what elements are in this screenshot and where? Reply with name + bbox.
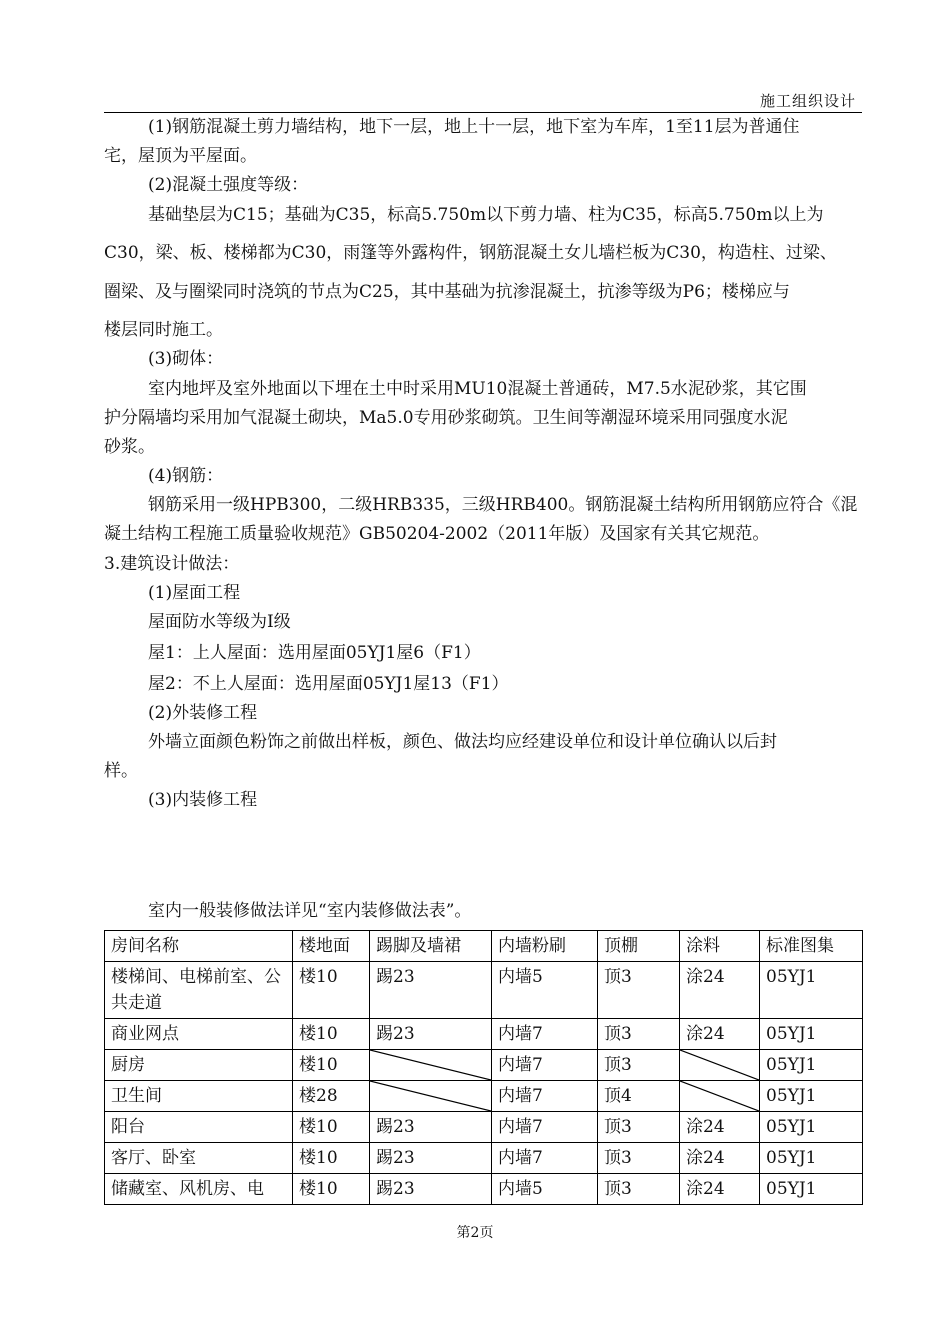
table-cell: 涂24 — [680, 1143, 760, 1174]
table-cell: 05YJ1 — [760, 1081, 863, 1112]
paragraph: (1)屋面工程 — [148, 583, 241, 603]
page-number: 第2页 — [456, 1225, 494, 1241]
diagonal-slash — [680, 1050, 759, 1080]
empty-diagonal-cell — [370, 1081, 492, 1112]
table-cell: 顶3 — [598, 1019, 680, 1050]
table-cell: 踢23 — [370, 1143, 492, 1174]
paragraph: 楼层同时施工。 — [104, 320, 223, 340]
table-cell: 顶3 — [598, 1174, 680, 1205]
table-cell: 楼梯间、电梯前室、公共走道 — [105, 962, 293, 1019]
paragraph: 宅，屋顶为平屋面。 — [104, 146, 257, 166]
table-cell: 顶3 — [598, 1143, 680, 1174]
diagonal-slash — [370, 1081, 491, 1111]
header-cell: 踢脚及墙裙 — [370, 931, 492, 962]
table-cell: 踢23 — [370, 1112, 492, 1143]
empty-diagonal-cell — [680, 1050, 760, 1081]
section-heading: 3.建筑设计做法： — [104, 554, 240, 574]
table-row — [105, 1081, 863, 1112]
table-cell: 涂24 — [680, 1174, 760, 1205]
table-row — [105, 1174, 863, 1205]
header-cell: 楼地面 — [293, 931, 370, 962]
paragraph: 室内地坪及室外地面以下埋在土中时采用MU10混凝土普通砖，M7.5水泥砂浆，其它围 — [148, 379, 807, 399]
table-cell: 楼10 — [293, 1174, 370, 1205]
paragraph: (2)混凝土强度等级： — [148, 175, 309, 195]
paragraph: 室内一般装修做法详见“室内装修做法表”。 — [148, 901, 472, 921]
table-cell: 涂24 — [680, 1112, 760, 1143]
paragraph: 屋2：不上人屋面：选用屋面05YJ1屋13（F1） — [148, 674, 509, 694]
table-cell: 踢23 — [370, 1019, 492, 1050]
table-cell: 顶3 — [598, 962, 680, 1019]
running-header: 施工组织设计 — [759, 92, 856, 110]
table-cell: 楼10 — [293, 1143, 370, 1174]
paragraph: 样。 — [104, 761, 138, 781]
table-cell: 05YJ1 — [760, 1174, 863, 1205]
header-cell: 内墙粉刷 — [492, 931, 598, 962]
table-cell: 05YJ1 — [760, 1050, 863, 1081]
table-cell: 踢23 — [370, 1174, 492, 1205]
paragraph: (3)砌体： — [148, 349, 224, 369]
table-cell: 楼10 — [293, 1112, 370, 1143]
table-cell: 内墙7 — [492, 1112, 598, 1143]
table-header-row — [105, 931, 863, 962]
paragraph: C30，梁、板、楼梯都为C30，雨篷等外露构件，钢筋混凝土女儿墙栏板为C30，构造柱、过梁、 — [104, 243, 837, 263]
table-cell: 客厅、卧室 — [105, 1143, 293, 1174]
paragraph: 外墙立面颜色粉饰之前做出样板，颜色、做法均应经建设单位和设计单位确认以后封 — [148, 732, 777, 752]
paragraph: 圈梁、及与圈梁同时浇筑的节点为C25，其中基础为抗渗混凝土，抗渗等级为P6；楼梯应与 — [104, 282, 790, 302]
table-cell: 顶3 — [598, 1112, 680, 1143]
table-cell: 厨房 — [105, 1050, 293, 1081]
table-cell: 储藏室、风机房、电 — [105, 1174, 293, 1205]
table-row — [105, 1019, 863, 1050]
table-row — [105, 1112, 863, 1143]
table-cell: 楼28 — [293, 1081, 370, 1112]
table-cell: 涂24 — [680, 1019, 760, 1050]
table-cell: 05YJ1 — [760, 962, 863, 1019]
header-rule — [104, 112, 862, 113]
paragraph: (4)钢筋： — [148, 466, 224, 486]
table-cell: 阳台 — [105, 1112, 293, 1143]
table-cell: 内墙7 — [492, 1050, 598, 1081]
paragraph: 凝土结构工程施工质量验收规范》GB50204-2002（2011年版）及国家有关其它规范。 — [104, 524, 770, 544]
table-cell: 内墙5 — [492, 962, 598, 1019]
paragraph: (1)钢筋混凝土剪力墙结构，地下一层，地上十一层，地下室为车库，1至11层为普通住 — [148, 117, 800, 137]
table-cell: 内墙5 — [492, 1174, 598, 1205]
interior-finish-table — [104, 930, 863, 1205]
table-cell: 楼10 — [293, 962, 370, 1019]
paragraph: 护分隔墙均采用加气混凝土砌块，Ma5.0专用砂浆砌筑。卫生间等潮湿环境采用同强度水泥 — [104, 408, 788, 428]
table-cell: 楼10 — [293, 1019, 370, 1050]
table-cell: 05YJ1 — [760, 1019, 863, 1050]
diagonal-slash — [370, 1050, 491, 1080]
header-cell: 房间名称 — [105, 931, 293, 962]
empty-diagonal-cell — [370, 1050, 492, 1081]
paragraph: 基础垫层为C15；基础为C35，标高5.750m以下剪力墙、柱为C35，标高5.750m以上为 — [148, 205, 824, 225]
table-row — [105, 1143, 863, 1174]
paragraph: 钢筋采用一级HPB300，二级HRB335，三级HRB400。钢筋混凝土结构所用钢筋应符合《混 — [148, 495, 858, 515]
table-cell: 内墙7 — [492, 1143, 598, 1174]
table-cell: 踢23 — [370, 962, 492, 1019]
paragraph: 屋1：上人屋面：选用屋面05YJ1屋6（F1） — [148, 643, 481, 663]
header-cell: 顶棚 — [598, 931, 680, 962]
table-cell: 顶3 — [598, 1050, 680, 1081]
paragraph: 砂浆。 — [104, 437, 155, 457]
paragraph: (2)外装修工程 — [148, 703, 258, 723]
table-cell: 05YJ1 — [760, 1143, 863, 1174]
paragraph: (3)内装修工程 — [148, 790, 258, 810]
table-cell: 05YJ1 — [760, 1112, 863, 1143]
header-cell: 标准图集 — [760, 931, 863, 962]
table-row — [105, 1050, 863, 1081]
header-cell: 涂料 — [680, 931, 760, 962]
table-cell: 内墙7 — [492, 1081, 598, 1112]
empty-diagonal-cell — [680, 1081, 760, 1112]
paragraph: 屋面防水等级为Ⅰ级 — [148, 612, 291, 632]
table-cell: 内墙7 — [492, 1019, 598, 1050]
table-cell: 卫生间 — [105, 1081, 293, 1112]
table-cell: 楼10 — [293, 1050, 370, 1081]
diagonal-slash — [680, 1081, 759, 1111]
table-cell: 涂24 — [680, 962, 760, 1019]
table-cell: 商业网点 — [105, 1019, 293, 1050]
table-cell: 顶4 — [598, 1081, 680, 1112]
table-row — [105, 962, 863, 1019]
